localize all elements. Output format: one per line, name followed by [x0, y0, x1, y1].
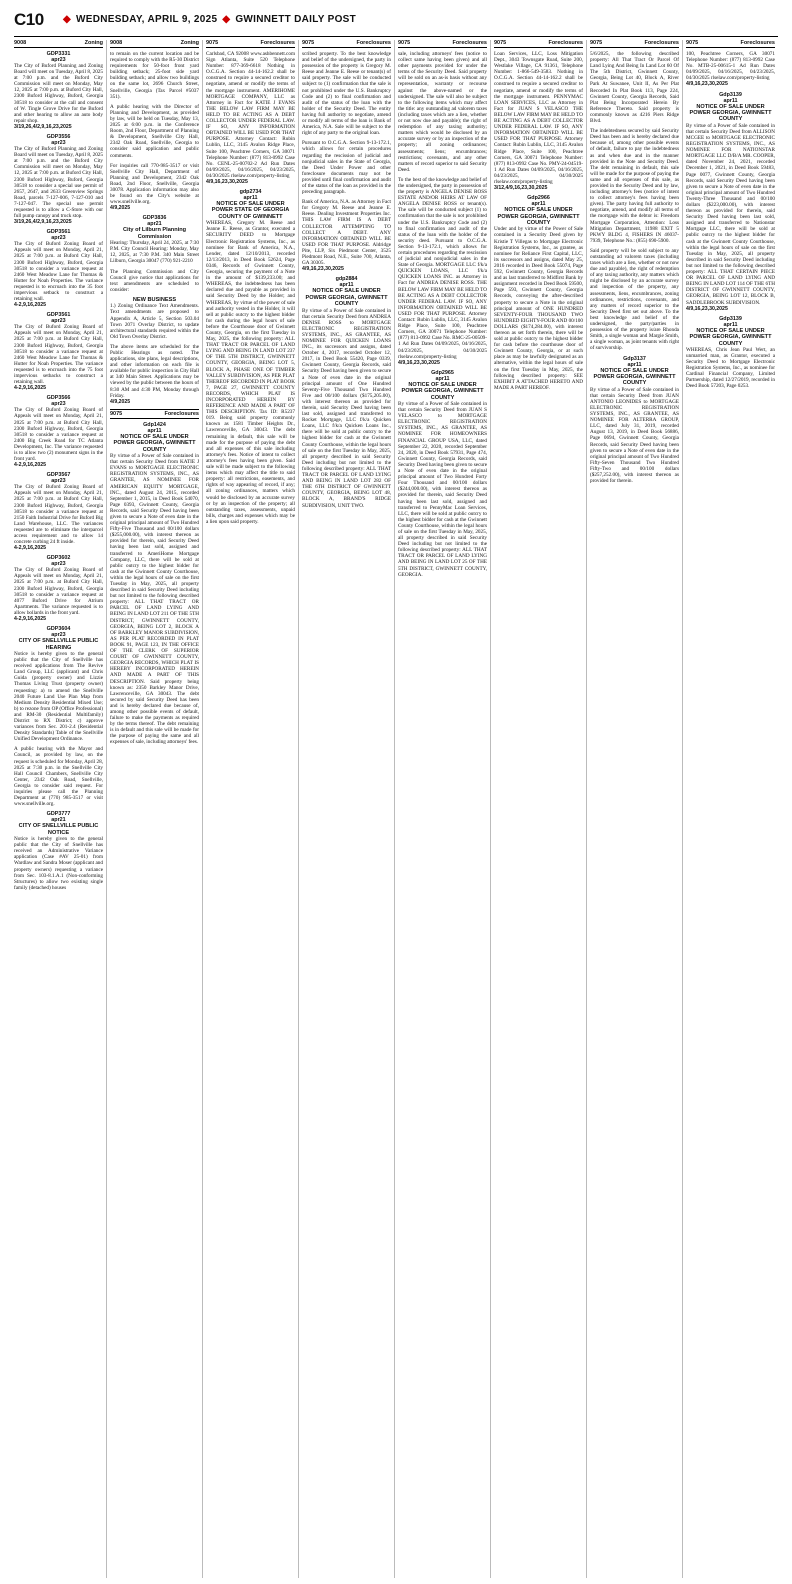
notice-body: 5/6/2025, the following described property: All That Tract Or Parcel Of Land Lying And Being In Land Lot 60 Of The 5th District, Gwinnett County, Georgia, Being Lot 40, Block A, River Park At Suwanee, Unit II, As Per Plat Recorded In Plat Book 113, Page 224, Gwinnett County, Georgia Records, Said Plat Being Incorporated Herein By Reference Thereto. Said property is commonly known as 4216 Piers Ridge Blvd.	[590, 51, 679, 125]
notice-run-code: apr23	[51, 561, 66, 568]
legal-notice	[590, 51, 679, 124]
issue-date: WEDNESDAY, APRIL 9, 2025	[76, 14, 218, 25]
classified-number: 9075	[302, 40, 315, 46]
column-8	[682, 40, 778, 1578]
notice-id: gdp2734	[239, 189, 262, 196]
notice-body: A public hearing with the Director of Planning and Development, as provided by law, will be held on Tuesday, May 13, 2025 at 6:00 p.m. in the Conference Room, 2nd Floor, Department of Planning & Development, Snellville City Hall, 2342 Oak Road, Snellville, Georgia to consider said application and public comments.	[110, 103, 199, 159]
notice-body: Pursuant to O.C.G.A. Section 9-13-172.1, which allows for certain procedures regarding the rescission of judicial and nonjudicial sales in the State of Georgia, the Deed Under Power and other foreclosure documents may not be provided until final confirmation and audit of the status of the loan as provided in the preceding paragraph.	[302, 140, 391, 196]
notice-run-dates: 4/9,16,23,30,2025	[206, 178, 248, 185]
column-1	[14, 40, 106, 1578]
notice-run-code: apr23	[51, 401, 66, 408]
notice-body: By virtue of a Power of Sale contained in that certain Security Deed from ALLISON MCGEE to MORTGAGE ELECTRONIC REGISTRATION SYSTEMS, INC., AS NOMINEE FOR NATIONSTAR MORTGAGE LLC D/B/A MR. COOPER, dated November 24, 2021, recorded December 1, 2021, in Deed Book 59483, Page 0077, Gwinnett County, Georgia Records, said Security Deed having been given to secure a Note of even date in the original principal amount of Two Hundred Twenty-Three Thousand and 00/100 dollars ($223,000.00), with interest thereon as provided for therein, said Security Deed having been last sold, assigned and transferred to Nationstar Mortgage LLC, there will be sold at public outcry to the highest bidder for cash at the Gwinnett County Courthouse, within the legal hours of sale on the first Tuesday in May, 2025, all property described in said Security Deed including but not limited to the following described property: ALL THAT CERTAIN PIECE OR PARCEL OF LAND LYING AND BEING IN LAND LOT 114 OF THE 6TH DISTRICT OF GWINNETT COUNTY, GEORGIA, BEING LOT 12, BLOCK B, SADDLEBROOK SUBDIVISION.	[686, 122, 775, 306]
column-header	[398, 40, 487, 48]
legal-notice	[110, 104, 199, 159]
notice-run-dates: 3/12,4/9,16,23,30,2025	[494, 185, 548, 192]
notice-body: To the best of the knowledge and belief of the undersigned, the party in possession of the property is ANGELA DENISE ROSS ESTATE AND/OR HEIRS AT LAW OF ANGELA DENISE ROSS or tenant(s). The sale will be conducted subject (1) to confirmation that the sale is not prohibited under the U.S. Bankruptcy Code and (2) to final confirmation and audit of the status of the loan with the holder of the security deed. Pursuant to O.C.G.A. Section 9-13-172.1, which allows for certain procedures regarding the rescission of judicial and nonjudicial sales in the State of Georgia. MORTGAGE LLC f/k/a QUICKEN LOANS, LLC f/k/a QUICKEN LOANS INC. as Attorney in Fact for ANDREA DENISE ROSS. THE BELOW LAW FIRM MAY BE HELD TO BE ACTING AS A DEBT COLLECTOR UNDER FEDERAL LAW. IF SO, ANY INFORMATION OBTAINED WILL BE USED FOR THAT PURPOSE. Attorney Contact: Rubin Lublin, LLC, 3145 Avalon Ridge Place, Suite 100, Peachtree Corners, GA 30071 Telephone Number: (877) 813-0992 Case No. RMC-25-00509-1 Ad Run Dates 04/09/2025, 04/16/2025, 04/23/2025, 04/30/2025 rlselaw.com/property-listing	[398, 176, 487, 360]
column-5	[394, 40, 490, 1578]
notice-title: NOTICE OF SALE UNDER POWER GEORGIA, GWINNETT COUNTY	[593, 367, 676, 387]
notice-id: gdp2884	[335, 276, 358, 283]
classified-number: 9075	[206, 40, 219, 46]
section-page-number: C10	[14, 10, 44, 29]
page-header	[14, 10, 778, 37]
notice-body: By virtue of a Power of Sale contained in that certain Security Deed from JUAN ANTONIO LEONIDES to MORTGAGE ELECTRONIC REGISTRATION SYSTEMS, INC., AS GRANTEE, AS NOMINEE FOR ALTERRA GROUP, LLC, dated July 31, 2019, recorded August 13, 2019, in Deed Book 56886, Page 0694, Gwinnett County, Georgia Records, said Security Deed having been given to secure a Note of even date in the original principal amount of Two Hundred Fifty-Seven Thousand Two Hundred Fifty-Two and 00/100 dollars ($257,252.00), with interest thereon as provided for therein.	[590, 386, 679, 485]
legal-notice	[302, 199, 391, 272]
column-header	[206, 40, 295, 48]
notice-run-dates: 4-2,9,16,2025	[14, 545, 47, 552]
notice-body: Carlsbad, CA 92008 www.ashbennett.com Sign Atlanta, Suite 520 Telephone Number: 877-369-6618 Nothing in O.C.G.A. Section 44-14-162.2 shall be construed to require a secured creditor to negotiate, amend or modify the terms of the mortgage instrument. AMERIHOME MORTGAGE COMPANY, LLC as Attorney in Fact for KATIE J EVANS THE BELOW LAW FIRM MAY BE HELD TO BE ACTING AS A DEBT COLLECTOR UNDER FEDERAL LAW. IF SO, ANY INFORMATION OBTAINED WILL BE USED FOR THAT PURPOSE. Attorney Contact: Rubin Lublin, LLC, 3145 Avalon Ridge Place, Suite 100, Peachtree Corners, GA 30071 Telephone Number: (877) 813-0992 Case No. CENL-25-00702-2 Ad Run Dates 04/09/2025, 04/16/2025, 04/23/2025, 04/30/2025 rlselaw.com/property-listing	[206, 51, 295, 179]
classified-category: Zoning	[84, 40, 103, 46]
notice-body: The indebtedness secured by said Security Deed has been and is hereby declared due because of, among other possible events of default, failure to pay the indebtedness as and when due and in the manner provided in the Note and Security Deed. The debt remaining in default, this sale will be made for the purpose of paying the same and all expenses of this sale, as provided in the Security Deed and by law, including attorney's fees (notice of intent to collect attorney's fees having been given). The party having full authority to negotiate, amend, and modify all terms of the mortgage with the debtor is: Freedom Mortgage Corporation, Attention: Loss Mitigation Department, 11988 EXIT 5 PKWY BLDG 4, FISHERS IN 46037-7939, Telephone No.: (855) 690-5900.	[590, 128, 679, 244]
notice-id: Gdp2966	[527, 195, 550, 202]
classified-category: Zoning	[180, 40, 199, 46]
legal-notice	[686, 316, 775, 390]
notice-body: Bank of America, N.A. as Attorney in Fact for Gregory M. Reese and Jeanne E. Reese. Dealing Investment Properties Inc. THIS LAW FIRM IS A DEBT COLLECTOR ATTEMPTING TO COLLECT A DEBT. ANY INFORMATION OBTAINED WILL BE USED FOR THAT PURPOSE. Aldridge Pite, LLP, Six Piedmont Center, 3525 Piedmont Road, N.E., Suite 700, Atlanta, GA 30305.	[302, 199, 391, 267]
legal-notice	[110, 215, 199, 264]
notice-body: The City of Buford Planning and Zoning Board will meet on Tuesday, April 8, 2025 at 7:00 p.m. and the Buford City Commission will meet on Monday, May 12, 2025 at 7:00 p.m. at Buford City Hall, 2300 Buford Highway, Buford, Georgia 30518 to consider at the call and consent of W. Tingle Grove Drive for the Buford and other hearing to allow an auto body repair shop.	[14, 63, 103, 124]
notice-title: CITY OF SNELLVILLE PUBLIC HEARING	[18, 638, 99, 651]
column-4	[298, 40, 394, 1578]
legal-notice	[14, 472, 103, 551]
notice-body: The above items are scheduled for the Public Hearings as noted. The applications, site plans, legal descriptions, and other information on each file is available for public inspection in City Hall at 340 Main Street. Applications may be viewed by the public between the hours of 8:30 AM and 4:30 PM, Monday through Friday.	[110, 343, 199, 399]
notice-id: GDP3567	[46, 472, 71, 479]
legal-notice	[398, 51, 487, 173]
notice-run-dates: 3/19,26,4/2,9,16,23,2025	[14, 219, 72, 226]
column-header	[14, 40, 103, 48]
notice-body: The City of Buford Zoning Board of Appeals will meet on Monday, April 21, 2025 at 7:00 p.m. at Buford City Hall, 2300 Buford Highway, Buford, Georgia 30518 to consider a variance request at 2460 West Meadow Lane for Thomas & Hutter for Noah Properties. The variance requested is to encroach into the 35 foot impervious setback to construct a retaining wall.	[14, 241, 103, 303]
notice-run-code: apr11	[627, 361, 642, 368]
legal-notice	[398, 177, 487, 366]
legal-notice	[14, 51, 103, 130]
notice-body: A public hearing with the Mayor and Council, as provided by law, on the request is scheduled for Monday, April 28, 2025 at 7:30 p.m. in the Snellville City Hall Council Chambers, Snellville City Center, 2342 Oak Road, Snellville, Georgia to consider said request. For inquiries please call the Planning Department at (770) 985-3517 or visit www.snellville.org.	[14, 746, 103, 808]
notice-run-code: apr11	[435, 375, 450, 382]
notice-run-dates: 4/9,16,23,30,2025	[302, 266, 344, 273]
notice-id: GDP3777	[46, 811, 71, 818]
legal-notice	[110, 344, 199, 405]
classified-number: 9075	[590, 40, 603, 46]
notice-run-code: apr11	[723, 97, 738, 104]
notice-id: GDP3836	[142, 215, 167, 222]
notice-id: GDP3331	[46, 51, 71, 57]
notice-run-code: apr23	[51, 318, 66, 325]
notice-run-code: apr11	[243, 195, 258, 202]
column-header	[686, 40, 775, 48]
notice-id: GDP3566	[46, 395, 71, 402]
notice-title: City of Lilburn Planning Commission	[122, 227, 187, 240]
legal-notices-columns	[14, 40, 778, 1578]
notice-id: GDP3604	[46, 626, 71, 633]
legal-notice	[14, 312, 103, 391]
notice-body: The City of Buford Zoning Board of Appeals will meet on Monday, April 21, 2025 at 7:00 p.m. at Buford City Hall, 2300 Buford Highway, Buford, Georgia 30518 to consider a variance request at 4077 Buford Drive for Atrium Apartments. The variance requested is to allow bollards in the front yard.	[14, 567, 103, 616]
notice-id: Gdp1424	[143, 421, 166, 428]
notice-body: Loan Services, LLC, Loss Mitigation Dept., 3043 Townsgate Road, Suite 200, Westlake Village, CA 91361, Telephone Number: 1-866-549-3583. Nothing in O.C.G.A. Section 44-14-162.2 shall be construed to require a secured creditor to negotiate, amend or modify the terms of the mortgage instrument. PENNYMAC LOAN SERVICES, LLC as Attorney in Fact for JUAN S VELASCO THE BELOW LAW FIRM MAY BE HELD TO BE ACTING AS A DEBT COLLECTOR UNDER FEDERAL LAW. IF SO, ANY INFORMATION OBTAINED WILL BE USED FOR THAT PURPOSE. Attorney Contact: Rubin Lublin, LLC, 3145 Avalon Ridge Place, Suite 100, Peachtree Corners, GA 30071 Telephone Number: (877) 813-0992 Case No. PMY-24-04519-1 Ad Run Dates 04/09/2025, 04/16/2025, 04/23/2025, 04/30/2025 rlselaw.com/property-listing	[494, 51, 583, 185]
notice-run-dates: 3/19,26,4/2,9,16,23,2025	[14, 123, 72, 130]
notice-body: By virtue of a Power of Sale contained in that certain Security Deed from ANDREA DENISE ROSS to MORTGAGE ELECTRONIC REGISTRATION SYSTEMS, INC., AS GRANTEE, AS NOMINEE FOR QUICKEN LOANS INC., its successors and assigns, dated October 4, 2017, recorded October 12, 2017, in Deed Book 55420, Page 0339, Gwinnett County, Georgia Records, said Security Deed having been given to secure a Note of even date in the original principal amount of One Hundred Seventy-Five Thousand Two Hundred Five and 00/100 dollars ($175,205.00), with interest thereon as provided for therein, said Security Deed having been last sold, assigned and transferred to Rocket Mortgage, LLC f/k/a Quicken Loans, LLC f/k/a Quicken Loans Inc., there will be sold at public outcry to the highest bidder for cash at the Gwinnett County Courthouse, within the legal hours of sale on the first Tuesday in May, 2025, all property described in said Security Deed including but not limited to the following described property: ALL THAT TRACT OR PARCEL OF LAND LYING AND BEING IN LAND LOT 282 OF THE 6TH DISTRICT OF GWINNETT COUNTY, GEORGIA, BEING LOT 48, BLOCK A, BRAND'S RIDGE SUBDIVISION, UNIT TWO.	[302, 307, 391, 509]
notice-run-code: apr23	[51, 140, 66, 147]
classified-category: Foreclosures	[740, 40, 775, 46]
classified-category: Foreclosures	[452, 40, 487, 46]
notice-run-code: apr23	[51, 57, 66, 63]
column-header	[110, 40, 199, 48]
category-divider	[110, 409, 199, 419]
notice-id: Gdp3137	[623, 355, 646, 362]
legal-notice	[494, 195, 583, 391]
notice-id: GDP3561	[46, 229, 71, 236]
newspaper-name: GWINNETT DAILY POST	[235, 14, 357, 25]
notice-body: For inquiries call 770-985-3517 or visit Snellville City Hall, Department of Planning and Development, 2342 Oak Road, 2nd Floor, Snellville, Georgia 30078. Application information may also be found on the City's website at www.snellville.org.	[110, 162, 199, 206]
notice-run-code: apr23	[51, 235, 66, 242]
classified-number: 9075	[398, 40, 411, 46]
dateline	[58, 14, 356, 25]
column-7	[586, 40, 682, 1578]
notice-run-dates: 4-2,9,16,2025	[14, 302, 47, 309]
notice-title: CITY OF SNELLVILLE PUBLIC NOTICE	[18, 823, 99, 836]
legal-notice	[206, 51, 295, 185]
legal-notice	[110, 297, 199, 340]
notice-run-code: apr21	[147, 221, 162, 228]
notice-run-code: apr23	[51, 478, 66, 485]
legal-notice	[302, 51, 391, 136]
classified-number: 9008	[14, 40, 27, 46]
notice-body: By virtue of a Power of Sale contained in that certain Security Deed from KATIE J EVANS to MORTGAGE ELECTRONIC REGISTRATION SYSTEMS, INC., AS GRANTEE, AS NOMINEE FOR AMERICAN EQUITY MORTGAGE, INC., dated August 24, 2015, recorded September 1, 2015, in Deed Book 54070, Page 0393, Gwinnett County, Georgia Records, said Security Deed having been given to secure a Note of even date in the original principal amount of Two Hundred Fifty-Five Thousand and 00/100 dollars ($255,000.00), with interest thereon as provided for therein, said Security Deed having been last sold, assigned and transferred to AmeriHome Mortgage Company, LLC, there will be sold at public outcry to the highest bidder for cash at the Gwinnett County Courthouse, within the legal hours of sale on the first Tuesday in May, 2025, all property described in said Security Deed including but not limited to the following described property: ALL THAT TRACT OR PARCEL OF LAND LYING AND BEING IN LAND LOT 211 OF THE 5TH DISTRICT, GWINNETT COUNTY, GEORGIA, BEING LOT 2, BLOCK A OF BARKLEY MANOR SUBDIVISION, AS PER PLAT RECORDED IN PLAT BOOK 91, PAGE 123, IN THE OFFICE OF THE CLERK OF SUPERIOR COURT OF GWINNETT COUNTY, GEORGIA RECORDS, WHICH PLAT IS HEREBY INCORPORATED HEREIN AND MADE A PART OF THIS DESCRIPTION. Said property being known as: 2350 Barkley Manor Drive, Lawrenceville, GA 30043. The debt secured by said Security Deed has been and is hereby declared due because of, among other possible events of default, failure to make the payments as required by the terms thereof. The debt remaining is in default and this sale will be made for the purpose of paying the same and all expenses of sale, including attorneys' fees.	[110, 453, 199, 746]
notice-body: 100, Peachtree Corners, GA 30071 Telephone Number: (877) 813-0992 Case No. MTB-25-00615-1 Ad Run Dates 04/09/2025, 04/16/2025, 04/23/2025, 04/30/2025 rlselaw.com/property-listing	[686, 51, 775, 82]
legal-notice	[14, 134, 103, 225]
notice-title: NOTICE OF SALE UNDER POWER GEORGIA, GWINNETT COUNTY	[497, 207, 580, 226]
notice-body: Notice is hereby given to the general public that the City of Snellville has received an Administrative Variance application (Case #AV 25-01) from Wardlaw and Sandra Moser (applicant and property owners) requesting a variance from Sec. 103-8.1.A.1 (Non-conforming Structures) to allow two existing single family (detached) houses	[14, 836, 103, 891]
legal-notice	[494, 51, 583, 191]
classified-category: Foreclosures	[548, 40, 583, 46]
column-6	[490, 40, 586, 1578]
sep-diamond-icon: ◆	[222, 14, 231, 25]
legal-notice	[14, 395, 103, 468]
notice-run-dates: 4/9,16,23,30,2025	[686, 81, 728, 88]
legal-notice	[110, 51, 199, 100]
notice-id: GDP3602	[46, 555, 71, 562]
notice-title: NOTICE OF SALE UNDER POWER GEORGIA, GWINNETT COUNTY	[401, 381, 484, 401]
column-header	[302, 40, 391, 48]
notice-run-dates: 4/9,16,23,30,2025	[686, 305, 728, 312]
notice-run-dates: 4-2,9,16,2025	[14, 616, 47, 623]
notice-body: sale, including attorneys' fees (notice to collect same having been given) and all other payments provided for under the terms of the Security Deed. Said property will be sold on an as-is basis without any representation, warranty or recourse against the above-named or the undersigned. The sale will also be subject to the following items which may affect the title: any outstanding ad valorem taxes (including taxes which are a lien, whether or not now due and payable); the right of redemption of any taxing authority; matters which would be disclosed by an accurate survey or by an inspection of the property; all zoning ordinances; assessments; liens; encumbrances; restrictions; covenants, and any other matters of record superior to said Security Deed.	[398, 51, 487, 173]
notice-body: to remain on the current location and be required to comply with the R5-30 District requirements for 50-foot front yard building setback; 25-foot side yard building setback; and allow two buildings on the same lot, 2696 Church Street, Snellville, Georgia (Tax Parcel #5037 351).	[110, 51, 199, 100]
legal-notice	[590, 356, 679, 485]
legal-notice	[302, 140, 391, 195]
classified-category: Foreclosures	[644, 40, 679, 46]
notice-body: The City of Buford Zoning Board of Appeals will meet on Monday, April 21, 2025 at 7:00 p.m. at Buford City Hall, 2300 Buford Highway, Buford, Georgia 30518 to consider a variance request at 2150 Faith Industrial Drive for Buford Big Land Warehouse, LLC. The variances requested are to eliminate the interparcel access requirement and to allow 14 concrete curbing 24 ft inside.	[14, 484, 103, 546]
notice-body: WHEREAS, Gregory M. Reese and Jeanne E. Reese, as Grantor, executed a SECURITY DEED to Mortgage Electronic Registration Systems, Inc., as nominee for Bank of America, N.A., Lender, dated 12/10/2013, recorded 12/13/2013, in Deed Book 52624, Page 0346, Records of Gwinnett County, Georgia, securing the payment of a Note in the amount of $139,233.00; and WHEREAS, the indebtedness has been declared due and payable as provided in said Security Deed by the Holder; and WHEREAS, by virtue of the power of sale and authority vested in the Holder, it will sell at public outcry to the highest bidder for cash during the legal hours of sale before the Courthouse door of Gwinnett County, Georgia, on the first Tuesday in May, 2025, the following property: ALL THAT TRACT OR PARCEL OF LAND LYING AND BEING IN LAND LOT 237 OF THE 5TH DISTRICT, GWINNETT COUNTY, GEORGIA, BEING LOT 5, BLOCK A, PHASE ONE OF TIMBER VALLEY SUBDIVISION, AS PER PLAT THEREOF RECORDED IN PLAT BOOK 7, PAGE 27, GWINNETT COUNTY RECORDS, WHICH PLAT IS INCORPORATED HEREIN BY REFERENCE AND MADE A PART OF THIS DESCRIPTION. Tax ID: R5237 019. Being said property commonly known as 1581 Timber Heights Dr., Lawrenceville, GA 30043. The debt remaining in default, this sale will be made for the purpose of paying the debt and all expenses of this sale including attorney's fees. Notice of intent to collect attorney's fees having been given. Said sale will be made subject to the following items which may affect the title to said property: all restrictions, easements, and rights of way appearing of record, if any; all zoning ordinances, matters which would be disclosed by an accurate survey or by an inspection of the property; all outstanding taxes, assessments, unpaid bills, charges and expenses which may be a lien upon said property.	[206, 220, 295, 525]
legal-notice	[686, 92, 775, 312]
notice-body: The City of Buford Zoning Board of Appeals will meet on Monday, April 21, 2025 at 7:00 p.m. at Buford City Hall, 2300 Buford Highway, Buford, Georgia 30518 to consider a variance request at 2400 Big Creek Road for TC Atlanta Development, Inc. The variance requested is to allow two (2) monument signs in the front yard.	[14, 407, 103, 463]
legal-notice	[14, 811, 103, 891]
notice-title: NOTICE OF SALE UNDER POWER GEORGIA, GWINNETT COUNTY	[113, 433, 196, 453]
column-3	[202, 40, 298, 1578]
notice-run-code: apr11	[531, 201, 546, 208]
legal-notice	[14, 626, 103, 742]
notice-body: The Planning Commission and City Council give notice that applications for text amendments are scheduled to consider:	[110, 268, 199, 293]
column-header	[494, 40, 583, 48]
notice-id: GDP3556	[46, 134, 71, 141]
notice-body: Notice is hereby given to the general public that the City of Snellville has received applications from The Revive Land Group, LLC (applicant) and Chris Guida (property owner) and Lizzie Thomas Living Trust (property owner) requesting: a) to amend the Snellville 2040 Future Land Use Plan Map from Medium Density Residential Mixed Use; b) to rezone from OP (Office Professional) and RM-30 (Residential Multifamily) District to RX District; c) approve variances from Sec. 201-2.4 (Residential Density Standards) Table of the Snellville Unified Development Ordinance.	[14, 650, 103, 743]
notice-body: 1.) Zoning Ordinance Text Amendments. Text amendments are proposed to Appendix A, Article 5, Section 503.04 Town 2071 Overlay District, to update architectural standards required within the Old Town Overlay District.	[110, 303, 199, 340]
classified-category: Foreclosures	[356, 40, 391, 46]
sep-diamond-icon: ◆	[63, 14, 71, 25]
classified-category: Foreclosures	[260, 40, 295, 46]
legal-notice	[110, 163, 199, 212]
notice-run-dates: 4/9,16,23,30,2025	[398, 359, 440, 366]
legal-notice	[590, 248, 679, 352]
notice-body: The City of Buford Planning and Zoning Board will meet on Tuesday, April 8, 2025 at 7:00 p.m. and the Buford City Commission will meet on Monday, May 12, 2025 at 7:00 p.m. at Buford City Hall, 2300 Buford Highway, Buford, Georgia 30518 to consider a special use permit of 2657, 2647, and 2633 Greenview Springs Road, parcels 7-127-006, 7-127-010 and 7-127-047. The special use permit requested is to allow a C-Store with our full pump canopy and truck stop.	[14, 146, 103, 220]
notice-title: NOTICE OF SALE UNDER POWER GEORGIA, GWINNETT COUNTY	[305, 288, 388, 308]
notice-id: GDP3561	[46, 312, 71, 319]
notice-body: WHEREAS, Chris Jean Paul Wert, an unmarried man, as Grantor, executed a Security Deed to Mortgage Electronic Registration Systems, Inc., as nominee for Cardinal Financial Company, Limited Partnership, dated 12/27/2019, recorded in Deed Book 57203, Page 0253.	[686, 346, 775, 390]
notice-run-code: apr11	[339, 282, 354, 289]
legal-notice	[14, 555, 103, 622]
notice-run-code: apr11	[147, 427, 162, 434]
classified-number: 9008	[110, 40, 123, 46]
legal-notice	[14, 746, 103, 807]
notice-title: NOTICE OF SALE UNDER POWER STATE OF GEORGIA COUNTY OF GWINNETT	[211, 201, 290, 220]
notice-run-code: apr11	[723, 321, 738, 328]
notice-body: scribed property. To the best knowledge and belief of the undersigned, the party in possession of the property is Gregory M. Reese and Jeanne E. Reese or tenant(s) of said property. The sale will be conducted subject to (1) confirmation that the sale is not prohibited under the U.S. Bankruptcy Code and (2) to final confirmation and audit of the status of the loan with the holder of the Security Deed. The entity having full authority to negotiate, amend or modify all terms of the loan is Bank of America, N.A. Sale will be subject to the right of any party to the original loan.	[302, 51, 391, 137]
notice-run-code: apr21	[51, 817, 66, 824]
notice-body: Said property will be sold subject to any outstanding ad valorem taxes (including taxes which are a lien, whether or not now due and payable), the right of redemption of any taxing authority, any matters which might be disclosed by an accurate survey and inspection of the property, any assessments, liens, encumbrances, zoning ordinances, restrictions, covenants, and any matters of record superior to the Security Deed first set out above. To the best knowledge and belief of the undersigned, the party/parties in possession of the property is/are Rhonda Smith, a single woman and Margie Smith, a single woman, as joint tenants with right of survivorship.	[590, 247, 679, 352]
notice-body: Under and by virtue of the Power of Sale contained in a Security Deed given by Kristie T Villegas to Mortgage Electronic Registration Systems, Inc., as grantee, as nominee for Reliance First Capital, LLC, its successors and assigns, dated May 25, 2016 recorded in Deed Book 55074, Page 592, Gwinnett County, Georgia Records and as last transferred to Midfirst Bank by assignment recorded in Deed Book 59500, Page 593, Gwinnett County, Georgia Records, conveying the after-described property to secure a Note in the original principal amount of ONE HUNDRED SEVENTY-FOUR THOUSAND TWO HUNDRED EIGHTY-FOUR AND 00/100 DOLLARS ($174,284.00), with interest thereon as set forth therein, there will be sold at public outcry to the highest bidder for cash before the courthouse door of Gwinnett County, Georgia, or at such place as may be lawfully designated as an alternative, within the legal hours of sale on the first Tuesday in May, 2025, the following described property: SEE EXHIBIT A ATTACHED HERETO AND MADE A PART HEREOF.	[494, 226, 583, 391]
notice-id: Gdp2965	[431, 369, 454, 376]
notice-title: NEW BUSINESS	[132, 296, 177, 303]
notice-run-dates: 4/9,2025	[110, 398, 131, 405]
notice-run-dates: 4-2,9,16,2025	[14, 385, 47, 392]
classified-number: 9075	[110, 410, 123, 417]
notice-run-dates: 4-2,9,16,2025	[14, 462, 47, 469]
notice-title: NOTICE OF SALE UNDER POWER GEORGIA, GWINNETT COUNTY	[689, 103, 772, 123]
legal-notice	[110, 269, 199, 293]
notice-id: Gdp3139	[719, 91, 742, 98]
legal-notice	[14, 229, 103, 308]
notice-run-dates: 4/9,2025	[110, 205, 131, 212]
legal-notice	[110, 422, 199, 746]
notice-title: NOTICE OF SALE UNDER POWER GEORGIA, GWINNETT COUNTY	[689, 327, 772, 347]
legal-notice	[302, 276, 391, 508]
column-header	[590, 40, 679, 48]
notice-body: Hearing: Thursday, April 24, 2025, at 7:30 P.M. City Council Hearing: Monday, May 12, 2025, at 7:30 P.M. 340 Main Street Lilburn, Georgia 30047 (770) 921-2210	[110, 240, 199, 265]
legal-notice	[398, 370, 487, 578]
legal-notice	[686, 51, 775, 88]
notice-run-code: apr23	[51, 632, 66, 639]
classified-number: 9075	[686, 40, 699, 46]
classified-number: 9075	[494, 40, 507, 46]
notice-body: The City of Buford Zoning Board of Appeals will meet on Monday, April 21, 2025 at 7:00 p.m. at Buford City Hall, 2300 Buford Highway, Buford, Georgia 30518 to consider a variance request at 2460 West Meadow Lane for Thomas & Hutter for Noah Properties. The variance requested is to encroach into the 75 foot impervious setbacks to construct a retaining wall.	[14, 324, 103, 386]
legal-notice	[206, 189, 295, 525]
column-2	[106, 40, 202, 1578]
notice-id: Gdp3139	[719, 315, 742, 322]
legal-notice	[590, 128, 679, 244]
notice-body: By virtue of a Power of Sale contained in that certain Security Deed from JUAN S VELASCO to MORTGAGE ELECTRONIC REGISTRATION SYSTEMS, INC., AS GRANTEE, AS NOMINEE FOR HOMEOWNERS FINANCIAL GROUP USA, LLC, dated September 22, 2020, recorded September 24, 2020, in Deed Book 57931, Page 474, Gwinnett County, Georgia Records, said Security Deed having been given to secure a Note of even date in the original principal amount of Two Hundred Forty Four Thousand and 00/100 dollars ($244,000.00), with interest thereon as provided for therein, said Security Deed having been last sold, assigned and transferred to PennyMac Loan Services, LLC, there will be sold at public outcry to the highest bidder for cash at the Gwinnett County Courthouse, within the legal hours of sale on the first Tuesday in May, 2025, all property described in said Security Deed including but not limited to the following described property: ALL THAT TRACT OR PARCEL OF LAND LYING AND BEING IN LAND LOT 25 OF THE 5TH DISTRICT, GWINNETT COUNTY, GEORGIA.	[398, 401, 487, 578]
classified-category: Foreclosures	[164, 410, 199, 417]
